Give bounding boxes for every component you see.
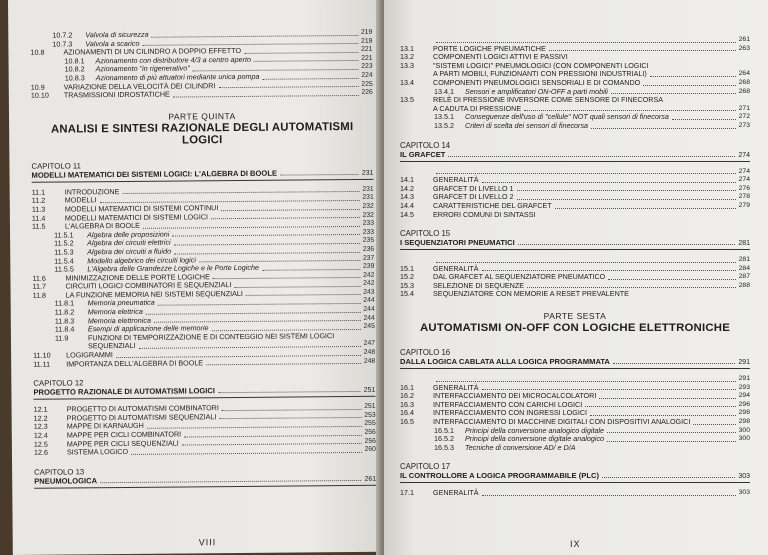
toc-entry-title: GENERALITÀ (433, 263, 479, 273)
toc-entry-number: 15.4 (400, 289, 414, 299)
toc-entry-page: 256 (364, 428, 376, 436)
toc-entry-number: 15.3 (400, 280, 414, 290)
toc-leader-dots (607, 432, 736, 433)
toc-entry-number: 16.5.2 (434, 434, 454, 444)
toc-entry-page: 278 (738, 193, 750, 201)
part-label: PARTE QUINTA (168, 110, 236, 122)
toc-entry-number: 11.8.1 (54, 298, 75, 309)
toc-entry-page: 244 (363, 297, 375, 305)
toc-entry-title: Modello algebrico dei circuiti logici (87, 254, 196, 265)
toc-entry-page: 242 (363, 280, 375, 288)
toc-entry-page: 219 (360, 28, 373, 36)
toc-leader-dots (599, 398, 735, 399)
toc-entry-number: 10.7.3 (52, 39, 73, 49)
toc-entry-number: 14.4 (400, 200, 414, 210)
toc-entry-number: 12.3 (33, 422, 48, 432)
chapter-label: CAPITOLO 12 (33, 378, 84, 389)
toc-entry-page: 273 (738, 121, 750, 129)
toc-entry-number: 11.8.4 (54, 324, 75, 334)
toc-leader-dots (206, 363, 361, 365)
part-title: ANALISI E SINTESI RAZIONALE DEGLI AUTOMATISMI LOGICI (50, 120, 354, 147)
toc-leader-dots (611, 93, 736, 94)
toc-entry-page: 274 (738, 176, 750, 184)
toc-entry-number: 14.5 (400, 209, 414, 219)
toc-leader-dots (482, 182, 736, 183)
toc-leader-dots (524, 110, 736, 111)
toc-entry (400, 290, 750, 299)
toc-entry-page: 264 (738, 70, 750, 78)
toc-leader-dots (436, 381, 736, 382)
toc-entry-number: 10.7.2 (52, 30, 73, 40)
toc-leader-dots (246, 294, 360, 296)
chapter-page: 291 (738, 359, 750, 367)
toc-entry-page: 233 (362, 219, 374, 228)
toc-leader-dots (263, 78, 359, 80)
toc-entry-page: 253 (364, 411, 376, 419)
toc-entry-title: GENERALITÀ (433, 175, 479, 185)
toc-leader-dots (193, 69, 358, 71)
toc-leader-dots (173, 95, 359, 98)
chapter-title-row (34, 474, 376, 486)
chapter-title-row (400, 238, 750, 247)
toc-entry (33, 357, 375, 369)
toc-entry-page: 274 (738, 167, 750, 175)
toc-entry-number: 13.5.1 (434, 112, 454, 122)
chapter-page: 231 (361, 169, 374, 177)
toc-entry-title: Memoria elettronica (87, 315, 151, 325)
toc-entry-title: MAPPE PER CICLI COMBINATORI (66, 429, 182, 440)
toc-entry-number: 11.10 (33, 350, 51, 360)
toc-entry-title: AZIONAMENTI DI UN CILINDRO A DOPPIO EFFETTO (63, 46, 242, 57)
toc-leader-dots (585, 406, 735, 407)
toc-entry-number: 11.5.1 (54, 230, 74, 240)
toc-leader-dots (643, 85, 735, 86)
toc-entry-title: INTERFACCIAMENTO CON CARICHI LOGICI (433, 399, 583, 409)
toc-entry-page: 244 (363, 314, 375, 322)
toc-leader-dots (218, 86, 358, 88)
toc-entry-title: A CADUTA DI PRESSIONE (433, 103, 522, 113)
toc-leader-dots (607, 441, 736, 442)
toc-entry-page: 251 (364, 403, 376, 411)
toc-entry-title: SEQUENZIATORE CON MEMORIE A RESET PREVALENTE (433, 289, 629, 299)
toc-entry-page: 224 (361, 71, 373, 79)
chapter-rule (400, 161, 750, 162)
toc-entry-page: 219 (360, 37, 373, 45)
toc-leader-dots (517, 199, 736, 200)
toc-entry-number: 10.9 (30, 82, 45, 92)
toc-leader-dots (221, 208, 359, 210)
toc-entry-number: 13.5.2 (434, 120, 454, 130)
toc-entry-number: 11.8.2 (54, 307, 75, 317)
toc-leader-dots (590, 415, 736, 416)
toc-entry-number: 11.5.4 (54, 255, 74, 266)
chapter-title: MODELLI MATEMATICI DEI SISTEMI LOGICI: L'ALGEBRA DI BOOLE (31, 168, 278, 180)
toc-entry (31, 89, 373, 101)
chapter-title: DALLA LOGICA CABLATA ALLA LOGICA PROGRAMMATA (400, 357, 610, 367)
toc-entry-title: LOGIGRAMMI (66, 350, 113, 360)
toc-entry-page: 223 (361, 63, 373, 71)
toc-entry-title: Sensori e amplificatori ON-OFF a parti mobili (465, 86, 608, 96)
toc-leader-dots (213, 277, 360, 279)
toc-entry-title: MAPPE PER CICLI SEQUENZIALI (66, 438, 179, 449)
toc-leader-dots (174, 251, 360, 254)
toc-entry-title: INTERFACCIAMENTO DI MACCHINE DIGITALI CON DISPOSITIVI ANALOGICI (433, 417, 691, 427)
chapter-title: IL CONTROLLORE A LOGICA PROGRAMMABILE (PLC) (400, 471, 599, 481)
toc-entry-number: 13.3 (400, 60, 414, 70)
toc-leader-dots (650, 76, 736, 77)
toc-entry-title: Memoria elettrica (87, 306, 143, 317)
toc-entry-page: 281 (738, 256, 750, 264)
chapter-page: 274 (738, 151, 750, 159)
page-number-right: IX (570, 539, 581, 549)
toc-entry-page: 237 (362, 254, 375, 262)
toc-entry-title: L'ALGEBRA DI BOOLE (64, 220, 140, 231)
toc-entry-number: 13.5 (400, 95, 414, 105)
toc-entry-number: 10.8 (30, 47, 45, 57)
toc-entry-title: Principi della conversione analogico digitale (465, 425, 605, 435)
toc-entry-page: 247 (363, 340, 376, 348)
toc-entry-title: SISTEMA LOGICO (66, 447, 129, 457)
toc-entry-title: INTERFACCIAMENTO DEI MICROCALCOLATORI (433, 391, 597, 401)
chapter-rule (400, 482, 750, 483)
toc-entry-page: 279 (738, 201, 750, 209)
toc-entry-page: 287 (738, 273, 750, 281)
toc-leader-dots (244, 52, 358, 54)
part-label: PARTE SESTA (543, 311, 607, 322)
toc-entry-title: TRASMISSIONI IDROSTATICHE (63, 89, 170, 100)
toc-entry-page: 293 (738, 383, 750, 391)
toc-leader-dots (602, 477, 735, 478)
toc-entry-number: 14.2 (400, 183, 414, 193)
toc-leader-dots (184, 435, 361, 438)
toc-entry-number: 11.11 (33, 359, 51, 369)
toc-entry-title: PORTE LOGICHE PNEUMATICHE (433, 43, 546, 53)
toc-entry-number: 11.8.3 (54, 316, 75, 326)
toc-entry-number: 16.5.1 (434, 425, 454, 435)
toc-entry-number: 11.4 (31, 213, 46, 223)
toc-entry-page: 271 (738, 104, 750, 112)
toc-leader-dots (222, 409, 361, 411)
toc-entry-page: 291 (738, 375, 750, 383)
chapter-title: IL GRAFCET (400, 149, 446, 159)
chapter-title-row (400, 471, 750, 480)
chapter-title-row (400, 150, 750, 159)
toc-entry-page: 298 (738, 409, 750, 417)
toc-entry-page: 248 (363, 348, 376, 356)
toc-entry-page: 268 (738, 87, 750, 95)
toc-leader-dots (218, 391, 361, 393)
toc-entry-title: SELEZIONE DI SEQUENZE (433, 280, 525, 290)
toc-leader-dots (100, 480, 361, 483)
toc-entry-title: MODELLI MATEMATICI DI SISTEMI LOGICI (64, 211, 209, 223)
toc-leader-dots (613, 363, 735, 364)
toc-entry-page: 303 (738, 489, 750, 497)
toc-entry-number: 16.3 (400, 399, 414, 409)
toc-entry-title: Algebra dei circuiti elettrici (87, 237, 171, 248)
toc-entry-title: MINIMIZZAZIONE DELLE PORTE LOGICHE (65, 271, 210, 283)
toc-entry-page: 231 (362, 194, 374, 202)
toc-entry-number: 12.5 (33, 439, 48, 449)
toc-entry-number: 11.2 (31, 196, 46, 206)
toc-leader-dots (591, 128, 736, 129)
toc-entry-page: 221 (361, 46, 373, 54)
toc-entry-page: 260 (364, 445, 376, 454)
toc-entry-page: 268 (738, 78, 750, 86)
toc-entry-number: 11.3 (31, 204, 46, 214)
toc-entry-page: 284 (738, 264, 750, 272)
toc-leader-dots (482, 495, 736, 496)
toc-entry-page: 296 (738, 400, 750, 408)
toc-entry-title: PROGETTO DI AUTOMATISMI SEQUENZIALI (66, 412, 217, 423)
toc-leader-dots (436, 262, 736, 263)
toc-entry-title: MODELLI (64, 195, 97, 205)
chapter-page: 251 (363, 387, 376, 395)
toc-entry-page: 221 (361, 54, 373, 62)
toc-entry-title: L'Algebra delle Grandezze Logiche e le Porte Logiche (87, 262, 259, 274)
toc-leader-dots (254, 60, 358, 62)
toc-leader-dots (174, 243, 360, 246)
toc-entry-number: 15.1 (400, 263, 414, 273)
toc-entry-number: 10.8.1 (64, 56, 85, 66)
toc-leader-dots (608, 279, 735, 280)
toc-entry-page: 226 (361, 88, 373, 97)
toc-leader-dots (172, 234, 359, 237)
toc-leader-dots (131, 452, 362, 455)
toc-entry-page: 261 (738, 36, 750, 43)
toc-entry-number: 16.5 (400, 417, 414, 427)
toc-entry-page: 244 (363, 305, 375, 313)
toc-entry-number: 10.10 (30, 90, 49, 100)
toc-entry-title: Tecniche di conversione AD/ e D/A (465, 442, 576, 452)
page-number-left: VIII (198, 537, 217, 548)
toc-entry-number: 12.2 (33, 413, 48, 423)
toc-entry-page: 243 (363, 288, 375, 296)
toc-entry-title: Algebra delle proposizioni (87, 229, 170, 240)
toc-entry-title: Algebra dei circuiti a fluido (87, 246, 172, 257)
toc-entry-page: 300 (738, 435, 750, 443)
chapter-rule (400, 249, 750, 250)
toc-entry-title: ERRORI COMUNI DI SINTASSI (433, 209, 536, 219)
toc-entry-page: 255 (364, 420, 376, 428)
toc-leader-dots (482, 270, 736, 271)
toc-entry-title: Azionamento di più attuatori mediante unica pompa (95, 71, 260, 83)
toc-entry-number: 11.5.3 (54, 247, 74, 257)
toc-entry-title: CIRCUITI LOGICI COMBINATORI E SEQUENZIALI (65, 280, 232, 291)
toc-entry-title: GENERALITÀ (433, 488, 479, 498)
toc-leader-dots (211, 217, 360, 219)
toc-leader-dots (549, 50, 736, 51)
toc-entry-number: 13.4 (400, 77, 414, 87)
toc-entry-title: VARIAZIONE DELLA VELOCITÀ DEI CILINDRI (63, 80, 216, 92)
toc-entry-page: 272 (738, 113, 750, 121)
toc-entry-page: 225 (361, 80, 373, 88)
toc-entry-page: 288 (738, 281, 750, 289)
chapter-title: PNEUMOLOGICA (34, 476, 98, 486)
toc-entry-number: 16.2 (400, 391, 414, 401)
toc-entry-page: 248 (363, 357, 376, 365)
toc-entry-number: 12.1 (33, 404, 48, 415)
toc-entry-page: 294 (738, 392, 750, 400)
chapter-page: 261 (364, 475, 377, 483)
chapter-label: CAPITOLO 14 (400, 140, 451, 150)
toc-entry-title: Principi della conversione digitale analogico (465, 434, 605, 444)
toc-leader-dots (436, 173, 736, 174)
toc-entry-title: MODELLI MATEMATICI DI SISTEMI CONTINUI (64, 203, 219, 214)
toc-leader-dots (448, 156, 735, 157)
toc-entry-page: 276 (738, 184, 750, 192)
toc-entry-title: FUNZIONI DI TEMPORIZZAZIONE E DI CONTEGGIO NEI SISTEMI LOGICI (87, 331, 335, 343)
toc-entry-number: 10.8.3 (64, 73, 85, 83)
toc-entry-page: 300 (738, 426, 750, 434)
toc-leader-dots (517, 190, 736, 191)
chapter-title: I SEQUENZIATORI PNEUMATICI (400, 238, 515, 248)
toc-entry-page: 256 (364, 437, 376, 445)
toc-entry-number: 11.7 (32, 281, 47, 292)
toc-entry-page: 232 (362, 211, 374, 219)
toc-entry (400, 211, 750, 220)
toc-entry-title: DAL GRAFCET AL SEQUENZIATORE PNEUMATICO (433, 272, 606, 282)
toc-entry-number: 11.5.5 (54, 264, 74, 274)
toc-leader-dots (555, 208, 736, 209)
toc-entry-number: 10.8.2 (64, 64, 85, 74)
toc-entry-title: Memoria pneumatica (87, 298, 155, 308)
toc-entry-number: 12.6 (33, 447, 48, 457)
toc-entry-number: 16.4 (400, 408, 414, 418)
toc-entry-number: 11.5 (31, 221, 46, 231)
toc-entry-number: 17.1 (400, 488, 414, 498)
toc-entry-title: Esempi di applicazione delle memorie (87, 323, 209, 334)
toc-entry-page: 231 (362, 185, 374, 193)
chapter-label: CAPITOLO 16 (400, 348, 451, 358)
right-toc-column (400, 36, 750, 498)
toc-entry-number: 13.1 (400, 43, 414, 53)
chapter-page: 281 (738, 240, 750, 248)
chapter-rule (400, 368, 750, 369)
chapter-title: PROGETTO RAZIONALE DI AUTOMATISMI LOGICI (33, 386, 216, 398)
toc-leader-dots (518, 244, 736, 245)
toc-entry-page: 239 (362, 262, 375, 271)
toc-entry-page: 232 (362, 202, 374, 210)
toc-entry-title: Azionamento con distributore 4/3 a centro aperto (95, 54, 252, 66)
toc-leader-dots (527, 287, 736, 288)
toc-entry-number: 13.2 (400, 52, 414, 62)
left-toc-column (30, 29, 376, 495)
toc-entry-title: LA FUNZIONE MEMORIA NEI SISTEMI SEQUENZIALI (65, 288, 243, 300)
toc-leader-dots (693, 424, 735, 425)
toc-entry-title: A PARTI MOBILI, FUNZIONANTI CON PRESSIONI INDUSTRIALI) (433, 69, 647, 79)
toc-leader-dots (199, 260, 360, 262)
right-page (384, 0, 768, 555)
toc-entry (400, 122, 750, 131)
toc-entry-page: 242 (363, 271, 375, 279)
part-title: AUTOMATISMI ON-OFF CON LOGICHE ELETTRONICHE (419, 322, 731, 335)
toc-entry-title: Azionamento "in rigenerativo" (95, 63, 190, 74)
toc-entry-title: Valvola di sicurezza (85, 29, 149, 40)
chapter-rule (34, 485, 376, 489)
chapter-label: CAPITOLO 15 (400, 229, 451, 239)
toc-leader-dots (436, 42, 736, 43)
toc-entry-title: RELÈ DI PRESSIONE INVERSORE COME SENSORE DI FINECORSA (433, 95, 664, 105)
toc-entry-page: 235 (362, 237, 375, 245)
toc-leader-dots (280, 174, 359, 176)
toc-entry-page: 236 (362, 245, 375, 253)
toc-leader-dots (182, 443, 362, 446)
toc-entry-title: MAPPE DI KARNAUGH (66, 421, 144, 431)
toc-entry-title: "SISTEMI LOGICI" PNEUMOLOGICI (CON COMPONENTI LOGICI (433, 60, 649, 70)
toc-leader-dots (672, 119, 736, 120)
toc-entry-title: INTRODUZIONE (64, 186, 120, 197)
toc-entry-page: 233 (362, 228, 375, 236)
toc-entry-number: 14.1 (400, 175, 414, 185)
chapter-rule (32, 179, 374, 183)
chapter-page: 303 (738, 473, 750, 481)
toc-entry-title: INTERFACCIAMENTO CON INGRESSI LOGICI (433, 408, 588, 418)
toc-leader-dots (234, 286, 360, 288)
toc-entry-page: 245 (363, 323, 375, 331)
chapter-label: CAPITOLO 13 (34, 467, 85, 477)
chapter-title-row (33, 385, 375, 397)
chapter-label: CAPITOLO 11 (31, 161, 82, 171)
toc-entry-number: 11.9 (54, 333, 69, 343)
toc-entry (34, 446, 376, 458)
toc-entry-title: Valvola a scarico (85, 38, 140, 48)
toc-entry-number: 11.8 (32, 290, 47, 300)
toc-entry-number: 11.6 (32, 273, 46, 283)
toc-leader-dots (219, 417, 361, 419)
toc-entry-title: GRAFCET DI LIVELLO 1 (433, 183, 514, 193)
toc-entry-number: 13.4.1 (434, 86, 454, 96)
toc-entry (400, 489, 750, 498)
chapter-title-row (31, 168, 373, 180)
toc-leader-dots (482, 389, 736, 390)
toc-entry-number: 16.1 (400, 382, 414, 392)
chapter-label: CAPITOLO 17 (400, 462, 451, 472)
toc-entry-number: 12.4 (33, 430, 48, 440)
toc-entry-number: 14.3 (400, 192, 414, 202)
toc-entry-title: GRAFCET DI LIVELLO 2 (433, 192, 514, 202)
toc-entry-title: GENERALITÀ (433, 382, 479, 392)
toc-leader-dots (262, 269, 360, 271)
toc-entry-number: 11.1 (31, 187, 46, 197)
toc-entry (400, 444, 750, 453)
chapter-title-row (400, 357, 750, 366)
left-page (8, 0, 385, 555)
toc-entry-title: Conseguenze dell'uso di "cellule" NOT quali sensori di finecorsa (465, 112, 669, 122)
toc-entry-number: 11.5.2 (54, 238, 74, 248)
toc-entry-page: 263 (738, 44, 750, 52)
toc-entry-title: IMPORTANZA DELL'ALGEBRA DI BOOLE (66, 357, 204, 369)
toc-entry-title: CARATTERISTICHE DEL GRAFCET (433, 200, 552, 210)
toc-entry-title: PROGETTO DI AUTOMATISMI COMBINATORI (66, 403, 219, 414)
toc-entry-title: COMPONENTI PNEUMOLOGICI SENSORIALI E DI COMANDO (433, 77, 641, 87)
toc-entry-page: 298 (738, 418, 750, 426)
toc-entry-number: 16.5.3 (434, 442, 454, 452)
toc-entry-title: SEQUENZIALI (87, 341, 136, 351)
toc-entry-number: 15.2 (400, 272, 414, 282)
chapter-rule (33, 396, 375, 400)
toc-entry-title: Criteri di scelta dei sensori di finecorsa (465, 120, 589, 130)
toc-entry-title: COMPONENTI LOGICI ATTIVI E PASSIVI (433, 52, 568, 62)
